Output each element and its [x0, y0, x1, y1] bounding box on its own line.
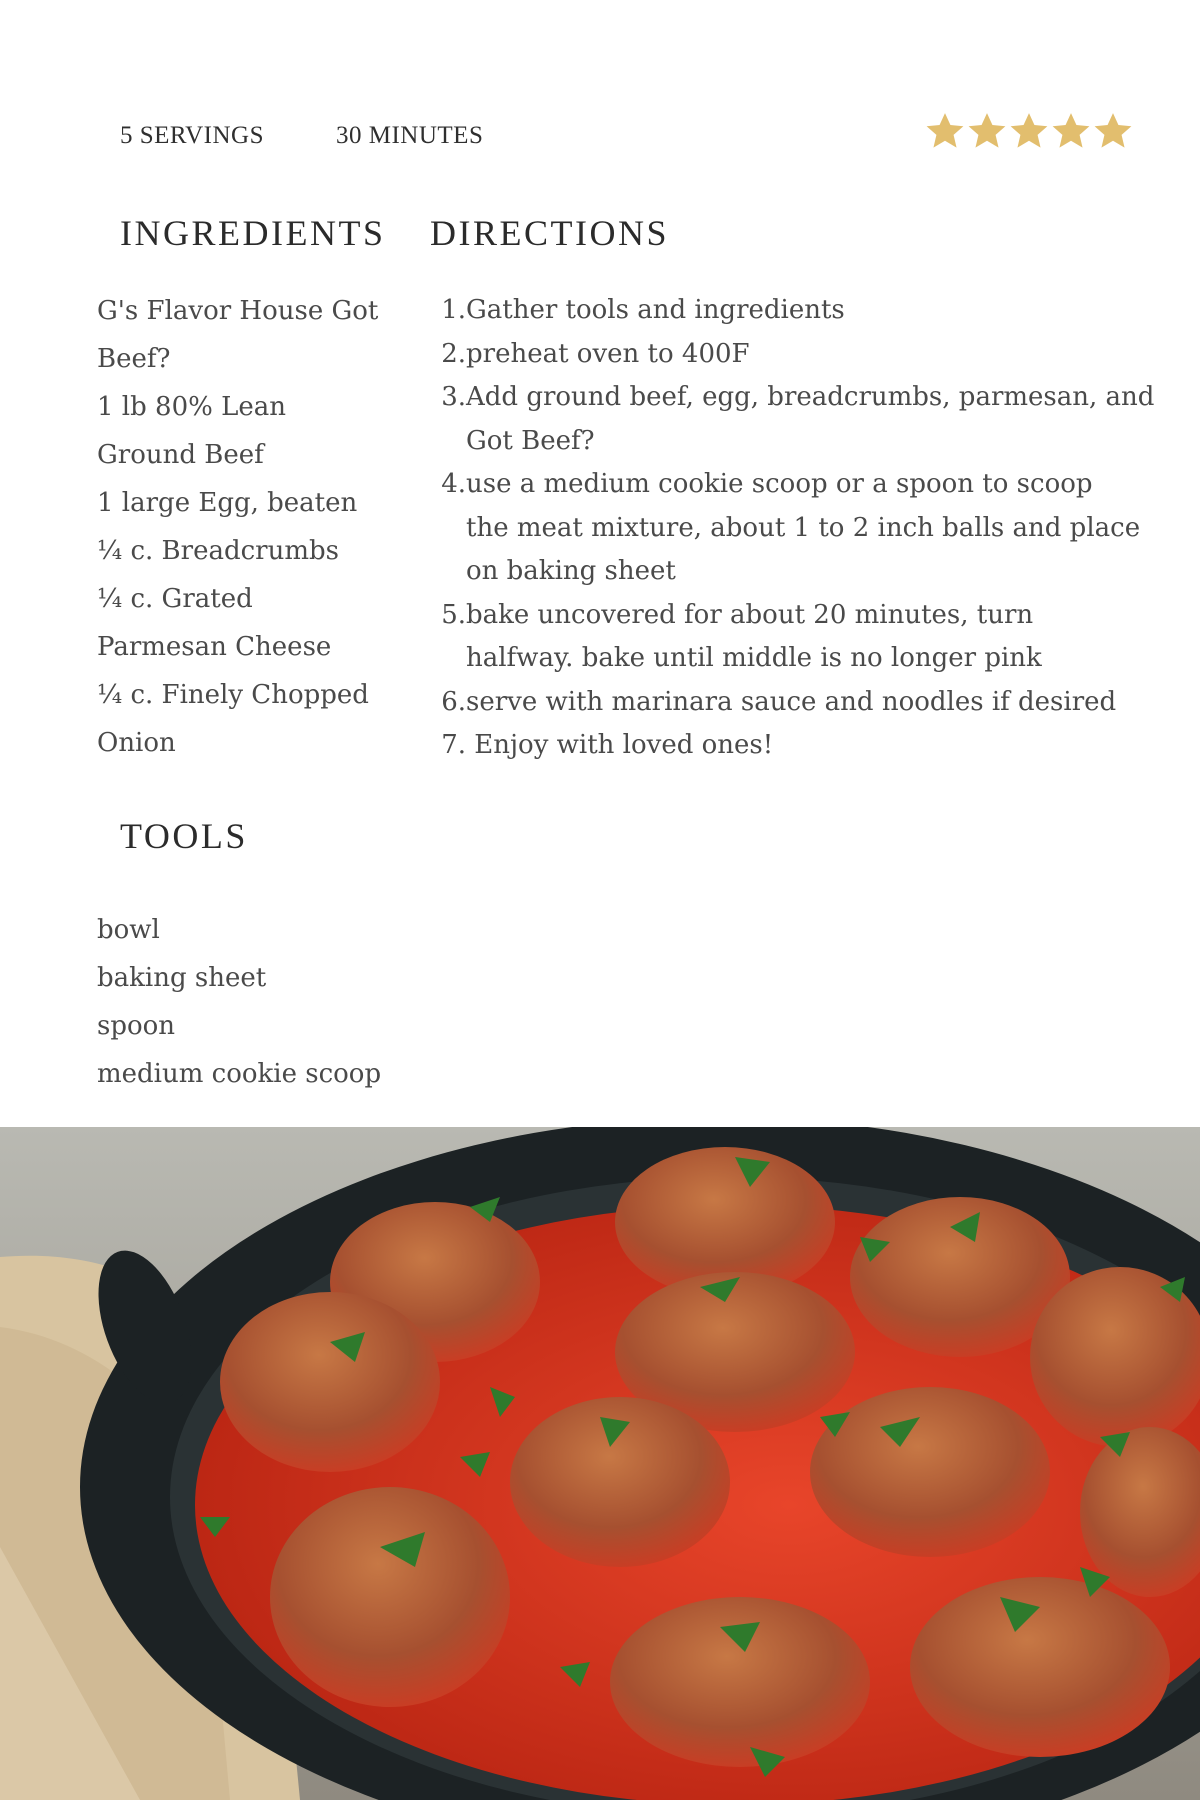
- tool-item: bowl: [97, 915, 160, 945]
- step-number: 7.: [441, 730, 466, 760]
- star-icon: [966, 110, 1008, 152]
- ingredient-item: 1 lb 80% Lean: [97, 392, 286, 422]
- step-text: [466, 681, 1120, 725]
- ingredient-item: Onion: [97, 728, 176, 758]
- direction-step: [440, 594, 1120, 681]
- meatballs-photo: [0, 1127, 1200, 1800]
- step-line: Got Beef?: [466, 425, 595, 456]
- step-line: serve with marinara sauce and noodles if desired: [466, 686, 1117, 717]
- ingredient-item: Parmesan Cheese: [97, 632, 332, 662]
- ingredient-item: Ground Beef: [97, 440, 264, 470]
- step-text: [466, 594, 1120, 681]
- step-number: 5.: [441, 599, 466, 630]
- step-line: use a medium cookie scoop or a spoon to scoop: [466, 469, 1093, 499]
- step-line: Enjoy with loved ones!: [466, 730, 774, 760]
- step-text: [466, 376, 1154, 463]
- direction-step: [440, 376, 1155, 463]
- ingredients-list: [97, 287, 387, 767]
- tools-heading: TOOLS: [120, 816, 248, 856]
- directions-list: [440, 289, 1155, 768]
- direction-step: [440, 463, 1141, 594]
- step-line: bake uncovered for about 20 minutes, turn: [466, 599, 1034, 630]
- tools-list: [97, 906, 381, 1098]
- servings-label: 5 SERVINGS: [120, 122, 264, 149]
- step-number: 1.: [441, 295, 466, 325]
- time-label: 30 MINUTES: [336, 122, 484, 149]
- step-number: 2.: [441, 338, 466, 369]
- step-number: 3.: [441, 382, 466, 412]
- step-line: Add ground beef, egg, breadcrumbs, parmesan, and: [466, 382, 1155, 412]
- ingredient-item: ¼ c. Grated: [97, 584, 253, 614]
- tool-item: spoon: [97, 1011, 176, 1041]
- direction-step: [440, 333, 1120, 377]
- step-line: preheat oven to 400F: [466, 338, 750, 369]
- rating-stars: [924, 110, 1134, 152]
- direction-step: [440, 289, 1120, 333]
- directions-heading: DIRECTIONS: [430, 213, 669, 253]
- ingredient-item: ¼ c. Finely Chopped: [97, 680, 369, 710]
- step-line: on baking sheet: [466, 556, 676, 586]
- ingredient-item: ¼ c. Breadcrumbs: [97, 536, 339, 566]
- direction-step: [440, 681, 1120, 725]
- ingredient-item: Beef?: [97, 344, 171, 374]
- step-text: [466, 333, 1120, 377]
- star-icon: [1008, 110, 1050, 152]
- step-text: [466, 463, 1140, 594]
- step-line: Gather tools and ingredients: [466, 295, 845, 325]
- step-number: 6.: [441, 686, 466, 717]
- star-icon: [1092, 110, 1134, 152]
- step-text: [466, 289, 1120, 333]
- direction-step: [440, 724, 1120, 768]
- tool-item: baking sheet: [97, 963, 267, 993]
- step-line: the meat mixture, about 1 to 2 inch balls and place: [466, 512, 1141, 543]
- tool-item: medium cookie scoop: [97, 1059, 382, 1089]
- ingredients-heading: INGREDIENTS: [120, 213, 386, 253]
- star-icon: [1050, 110, 1092, 152]
- ingredient-item: 1 large Egg, beaten: [97, 488, 358, 518]
- ingredient-item: G's Flavor House Got: [97, 296, 379, 326]
- step-text: [466, 724, 1120, 768]
- step-line: halfway. bake until middle is no longer pink: [466, 643, 1042, 673]
- star-icon: [924, 110, 966, 152]
- step-number: 4.: [441, 469, 466, 499]
